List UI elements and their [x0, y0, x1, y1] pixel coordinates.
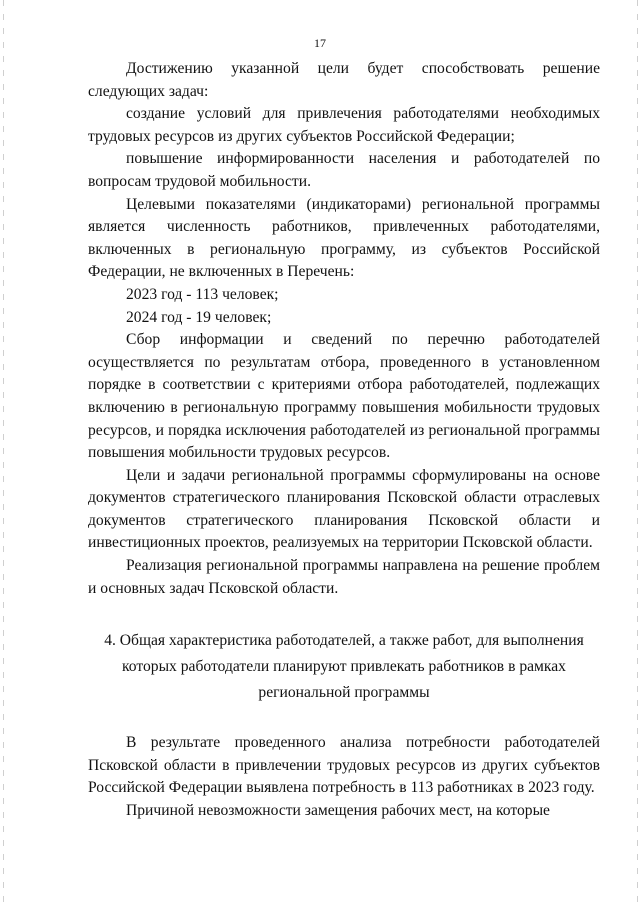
- paragraph-reason: Причиной невозможности замещения рабочих мест, на которые: [126, 802, 550, 820]
- scan-edge-right: [637, 0, 638, 905]
- paragraph-analysis-result: В результате проведенного анализа потребности работодателей Псковской области в привлечении трудовых ресурсов из других субъектов Российской Федерации выявлена потребность в 113 работниках в 2023 году.: [88, 734, 600, 797]
- paragraph-implementation: Реализация региональной программы направлена на решение проблем и основных задач Псковской области.: [88, 557, 600, 597]
- paragraph-data-collection: Сбор информации и сведений по перечню работодателей осуществляется по результатам отбора, проведенного в установленном порядке в соответствии с критериями отбора работодателей, подлежащих включению в региональную программу повышения мобильности трудовых ресурсов, и порядка исключения работодателей из региональной программы повышения мобильности трудовых ресурсов.: [88, 331, 600, 462]
- indicator-2024: 2024 год - 19 человек;: [126, 308, 272, 326]
- paragraph-goals-basis: Цели и задачи региональной программы сформулированы на основе документов стратегического планирования Псковской области отраслевых документов стратегического планирования Псковской области и инвестиционных проектов, реализуемых на территории Псковской области.: [88, 466, 600, 552]
- paragraph-target-indicators: Целевыми показателями (индикаторами) региональной программы является численность работников, привлеченных работодателями, включенных в региональную программу, из субъектов Российской Федерации, не включенных в Перечень:: [88, 195, 600, 281]
- section-heading: 4. Общая характеристика работодателей, а также работ, для выполнения которых работодатели планируют привлекать работников в рамках региональной программы: [104, 632, 584, 702]
- paragraph-task-conditions: создание условий для привлечения работодателями необходимых трудовых ресурсов из других субъектов Российской Федерации;: [88, 105, 600, 145]
- scan-edge-left: [3, 0, 4, 905]
- page-number: 17: [314, 36, 326, 50]
- indicator-2023: 2023 год - 113 человек;: [126, 285, 279, 303]
- paragraph-goal-tasks: Достижению указанной цели будет способствовать решение следующих задач:: [88, 60, 600, 100]
- paragraph-task-awareness: повышение информированности населения и работодателей по вопросам трудовой мобильности.: [88, 150, 600, 190]
- document-body: [88, 58, 600, 823]
